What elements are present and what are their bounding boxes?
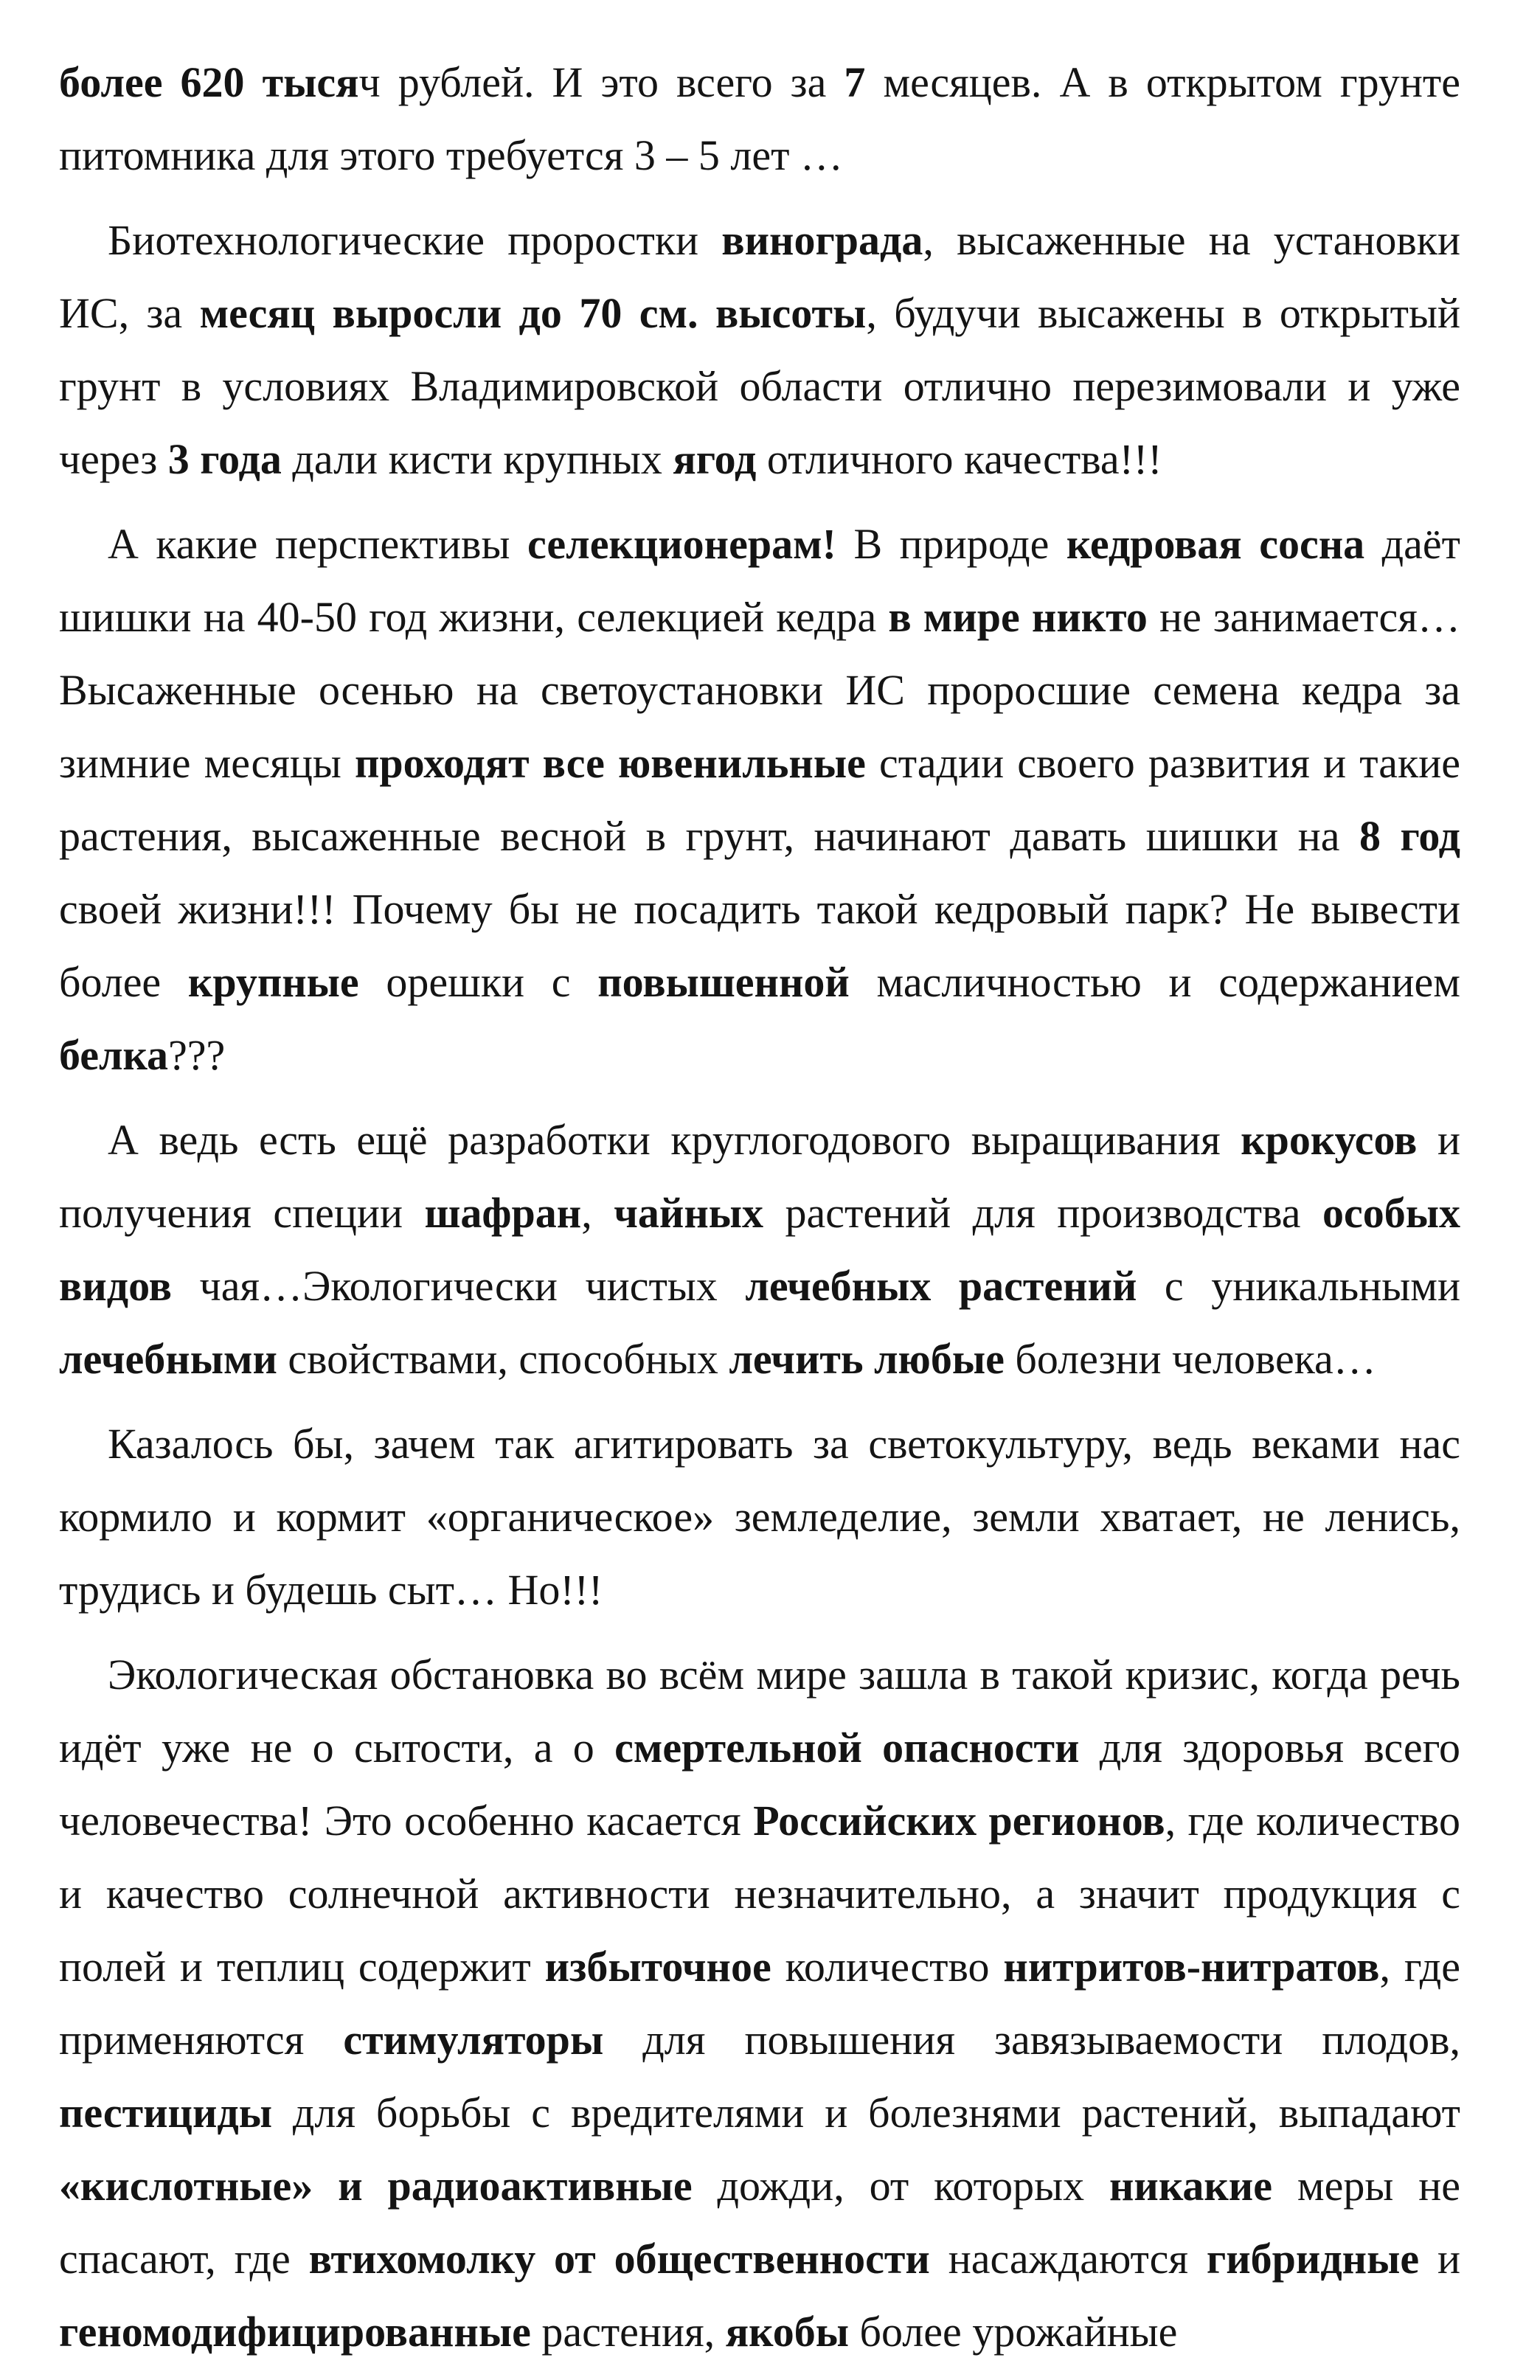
bold-text: 3 года bbox=[167, 435, 282, 483]
text-run: меры не спасают, где bbox=[59, 2162, 1460, 2283]
bold-text: особых видов bbox=[59, 1189, 1461, 1310]
text-run: , высаженные на установки ИС, за bbox=[59, 216, 1460, 337]
bold-text: никакие bbox=[1109, 2162, 1272, 2210]
text-run: растения, bbox=[530, 2308, 726, 2356]
bold-text: крупные bbox=[187, 958, 359, 1006]
text-run: болезни человека… bbox=[1004, 1335, 1376, 1383]
bold-text: геномодифицированные bbox=[59, 2308, 531, 2356]
text-run: Экологическая обстановка во всём мире зашла в такой кризис, когда речь идёт уже не о сытости, а о bbox=[59, 1651, 1460, 1772]
bold-text: селекционерам! bbox=[527, 520, 836, 568]
text-run: своей жизни!!! Почему бы не посадить такой кедровый парк? Не вывести более bbox=[59, 885, 1460, 1006]
text-run: насаждаются bbox=[929, 2235, 1207, 2283]
bold-text: винограда bbox=[721, 216, 923, 264]
text-run: стадии своего развития и такие растения, высаженные весной в грунт, начинают давать шишки на bbox=[59, 739, 1460, 860]
text-run: для борьбы с вредителями и болезнями растений, выпадают bbox=[271, 2089, 1460, 2137]
bold-text: чайных bbox=[614, 1189, 764, 1237]
text-run: месяцев. А в открытом грунте питомника для этого требуется 3 – 5 лет … bbox=[59, 58, 1460, 179]
text-run: ч рублей. И это всего за bbox=[358, 58, 844, 106]
text-run: свойствами, способных bbox=[277, 1335, 729, 1383]
bold-text: ягод bbox=[673, 435, 757, 483]
bold-text: стимуляторы bbox=[343, 2016, 604, 2064]
text-run: количество bbox=[771, 1943, 1004, 1991]
text-run: дожди, от которых bbox=[692, 2162, 1110, 2210]
paragraph-6 bbox=[59, 1638, 1460, 2368]
text-run: Казалось бы, зачем так агитировать за светокультуру, ведь веками нас кормило и кормит «органическое» земледелие, земли хватает, не ленись, трудись и будешь сыт… Но!!! bbox=[59, 1420, 1460, 1614]
text-run: не занимается… Высаженные осенью на светоустановки ИС проросшие семена кедра за зимние месяцы bbox=[59, 593, 1460, 787]
text-run: для повышения завязываемости плодов, bbox=[603, 2016, 1460, 2064]
bold-text: 8 год bbox=[1359, 812, 1461, 860]
text-run: растений для производства bbox=[763, 1189, 1322, 1237]
bold-text: Российских регионов bbox=[753, 1797, 1165, 1845]
bold-text: гибридные bbox=[1206, 2235, 1420, 2283]
text-run: А какие перспективы bbox=[108, 520, 527, 568]
text-run: дали кисти крупных bbox=[281, 435, 673, 483]
bold-text: более 620 тыся bbox=[59, 58, 359, 106]
bold-text: шафран bbox=[424, 1189, 582, 1237]
text-run: для здоровья всего человечества! Это особенно касается bbox=[59, 1724, 1460, 1845]
paragraph-3 bbox=[59, 507, 1460, 1092]
bold-text: смертельной опасности bbox=[614, 1724, 1080, 1772]
bold-text: лечить любые bbox=[729, 1335, 1005, 1383]
bold-text: месяц выросли до 70 см. высоты bbox=[199, 289, 867, 337]
paragraph-4 bbox=[59, 1103, 1460, 1395]
text-run: и получения специи bbox=[59, 1116, 1460, 1237]
paragraph-5 bbox=[59, 1407, 1460, 1626]
text-run: масличностью и содержанием bbox=[849, 958, 1460, 1006]
bold-text: повышенной bbox=[597, 958, 850, 1006]
text-run: В природе bbox=[836, 520, 1066, 568]
paragraph-1 bbox=[59, 46, 1460, 192]
bold-text: 7 bbox=[844, 58, 866, 106]
bold-text: проходят все ювенильные bbox=[355, 739, 866, 787]
text-run: Биотехнологические проростки bbox=[108, 216, 722, 264]
bold-text: нитритов-нитратов bbox=[1003, 1943, 1380, 1991]
bold-text: белка bbox=[59, 1031, 169, 1079]
text-run: , будучи высажены в открытый грунт в условиях Владимировской области отлично перезимовали и уже через bbox=[59, 289, 1461, 483]
bold-text: втихомолку от общественности bbox=[308, 2235, 930, 2283]
bold-text: в мире никто bbox=[888, 593, 1148, 641]
text-run: А ведь есть ещё разработки круглогодового выращивания bbox=[108, 1116, 1241, 1164]
paragraph-2 bbox=[59, 204, 1460, 496]
bold-text: «кислотные» и радиоактивные bbox=[59, 2162, 693, 2210]
bold-text: крокусов bbox=[1241, 1116, 1418, 1164]
text-run: даёт шишки на 40-50 год жизни, селекцией кедра bbox=[59, 520, 1460, 641]
document-page bbox=[59, 46, 1460, 2380]
text-run: орешки с bbox=[358, 958, 598, 1006]
bold-text: избыточное bbox=[544, 1943, 771, 1991]
text-run: чая…Экологически чистых bbox=[171, 1262, 746, 1310]
text-run: более урожайные bbox=[849, 2308, 1178, 2356]
bold-text: якобы bbox=[725, 2308, 850, 2356]
bold-text: пестициды bbox=[59, 2089, 272, 2137]
text-run: , где применяются bbox=[59, 1943, 1460, 2064]
bold-text: лечебными bbox=[59, 1335, 277, 1383]
text-run: , где количество и качество солнечной активности незначительно, а значит продукция с полей и теплиц содержит bbox=[59, 1797, 1461, 1991]
bold-text: кедровая сосна bbox=[1066, 520, 1365, 568]
text-run: с уникальными bbox=[1137, 1262, 1460, 1310]
text-run: , bbox=[581, 1189, 614, 1237]
bold-text: лечебных растений bbox=[745, 1262, 1137, 1310]
text-run: отличного качества!!! bbox=[756, 435, 1162, 483]
text-run: и bbox=[1419, 2235, 1460, 2283]
text-run: ??? bbox=[168, 1031, 226, 1079]
